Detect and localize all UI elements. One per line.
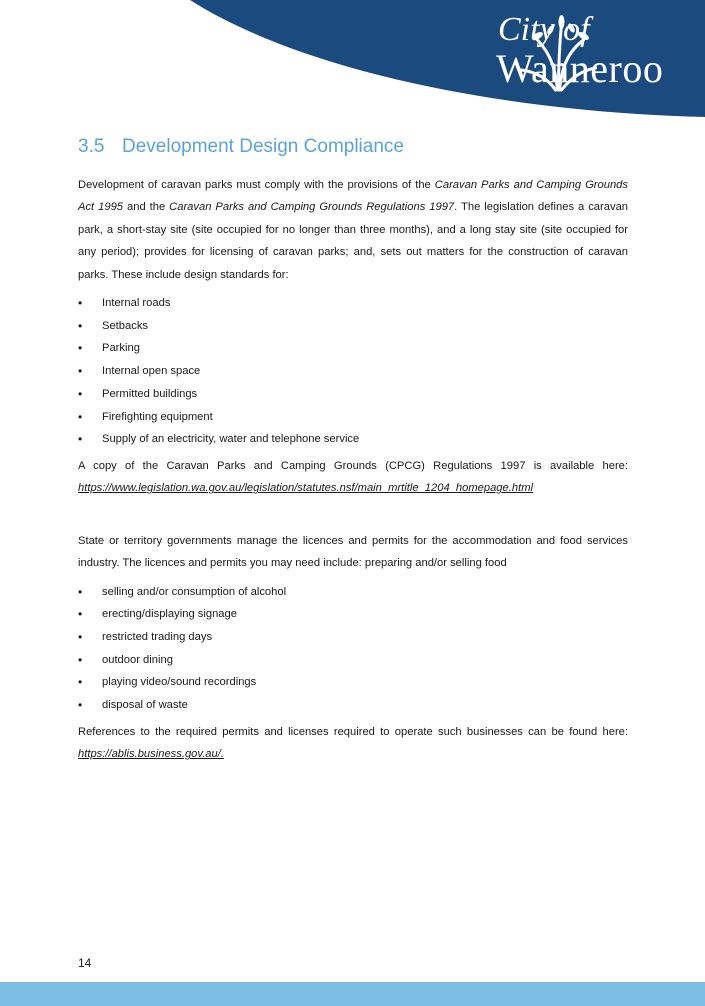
- list-item: • restricted trading days: [78, 626, 628, 649]
- legislation-link[interactable]: https://www.legislation.wa.gov.au/legislation/statutes.nsf/main_mrtitle_1204_homepage.html: [78, 482, 533, 495]
- intro-text-3: . The legislation defines a caravan park, a short-stay site (site occupied for no longer than three months), and a long stay site (site occupied for any period); provides for licensing of caravan parks; and, sets out matters for the construction of caravan parks. These include design standards for:: [78, 201, 629, 281]
- list-item: • Internal open space: [78, 360, 628, 383]
- list-item: • outdoor dining: [78, 649, 628, 672]
- act-name: Caravan Parks and Camping Grounds Act 1995: [78, 179, 628, 214]
- ablis-link[interactable]: https://ablis.business.gov.au/.: [78, 748, 224, 761]
- list-item: • Setbacks: [78, 315, 628, 338]
- list-item: • erecting/displaying signage: [78, 603, 628, 626]
- copy-note-paragraph: [78, 455, 628, 500]
- section-number: 3.5: [78, 136, 105, 157]
- references-paragraph: [78, 721, 628, 766]
- regulations-name: Caravan Parks and Camping Grounds Regulations 1997: [169, 201, 455, 214]
- list-item: • selling and/or consumption of alcohol: [78, 581, 628, 604]
- list-item: • Internal roads: [78, 292, 628, 315]
- list-item: • Permitted buildings: [78, 383, 628, 406]
- list-item: • disposal of waste: [78, 694, 628, 717]
- page-number: 14: [78, 956, 92, 970]
- list-item: • Parking: [78, 337, 628, 360]
- logo-text-wanneroo: Wanneroo: [496, 46, 664, 91]
- spacer: [78, 500, 628, 530]
- list-item: • Supply of an electricity, water and telephone service: [78, 428, 628, 451]
- logo-text-city-of: City of: [498, 11, 590, 48]
- section-title: Development Design Compliance: [122, 136, 404, 157]
- licences-paragraph: State or territory governments manage the licences and permits for the accommodation and food services industry. The licences and permits you may need include: preparing and/or selling food: [78, 534, 628, 570]
- intro-paragraph: [78, 174, 628, 286]
- references-text: References to the required permits and licenses required to operate such businesses can be found here:: [78, 725, 628, 738]
- list-item: • playing video/sound recordings: [78, 671, 628, 694]
- design-standards-list: [78, 292, 628, 451]
- intro-text-1: Development of caravan parks must comply with the provisions of the: [78, 179, 435, 191]
- copy-note-text: A copy of the Caravan Parks and Camping Grounds (CPCG) Regulations 1997 is available here:: [78, 459, 628, 472]
- list-item: • Firefighting equipment: [78, 406, 628, 429]
- permits-list: [78, 581, 628, 717]
- intro-text-2: and the: [123, 201, 170, 214]
- footer-bar: [0, 982, 705, 1006]
- section-heading: [78, 134, 628, 160]
- page-content: [78, 134, 628, 766]
